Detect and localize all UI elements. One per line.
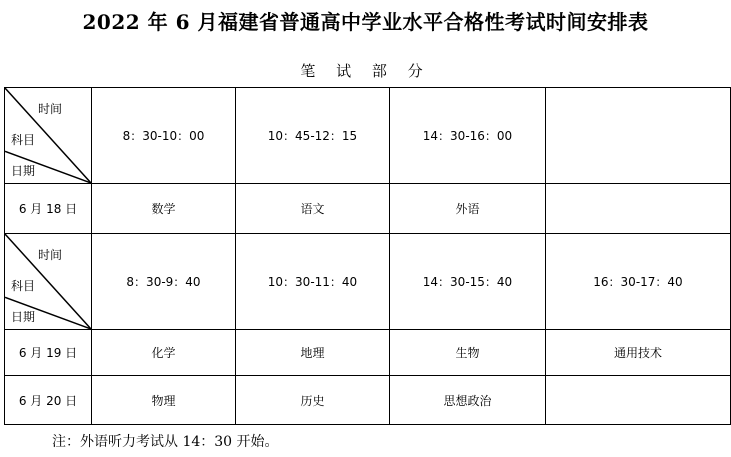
time-slot: 8：30-9：40 <box>92 234 236 330</box>
subject-cell: 数学 <box>92 184 236 234</box>
date-cell: 6 月 20 日 <box>5 376 92 425</box>
subject-cell: 化学 <box>92 330 236 376</box>
table-row <box>5 330 731 376</box>
time-slot: 14：30-15：40 <box>390 234 546 330</box>
date-cell: 6 月 19 日 <box>5 330 92 376</box>
time-slot: 14：30-16：00 <box>390 88 546 184</box>
corner-cell <box>5 234 92 330</box>
footnote: 注：外语听力考试从 14：30 开始。 <box>52 434 279 450</box>
time-slot: 10：45-12：15 <box>236 88 390 184</box>
time-slot <box>546 88 731 184</box>
time-slot: 16：30-17：40 <box>546 234 731 330</box>
time-header-row <box>5 88 731 184</box>
corner-time-label: 时间 <box>38 248 63 262</box>
subject-cell <box>546 184 731 234</box>
subject-cell: 物理 <box>92 376 236 425</box>
schedule-table <box>4 87 731 425</box>
corner-date-label: 日期 <box>11 310 36 324</box>
page-title: 2022 年 6 月福建省普通高中学业水平合格性考试时间安排表 <box>82 10 649 34</box>
corner-time-label: 时间 <box>38 102 63 116</box>
subject-cell <box>546 376 731 425</box>
subject-cell: 地理 <box>236 330 390 376</box>
corner-cell <box>5 88 92 184</box>
time-slot: 10：30-11：40 <box>236 234 390 330</box>
subject-cell: 思想政治 <box>390 376 546 425</box>
subject-cell: 语文 <box>236 184 390 234</box>
table-row <box>5 376 731 425</box>
corner-subject-label: 科目 <box>11 133 36 147</box>
subject-cell: 通用技术 <box>546 330 731 376</box>
corner-subject-label: 科目 <box>11 279 36 293</box>
subject-cell: 生物 <box>390 330 546 376</box>
subject-cell: 外语 <box>390 184 546 234</box>
subject-cell: 历史 <box>236 376 390 425</box>
time-header-row <box>5 234 731 330</box>
section-subtitle: 笔 试 部 分 <box>300 62 431 80</box>
corner-date-label: 日期 <box>11 164 36 178</box>
time-slot: 8：30-10：00 <box>92 88 236 184</box>
date-cell: 6 月 18 日 <box>5 184 92 234</box>
table-row <box>5 184 731 234</box>
